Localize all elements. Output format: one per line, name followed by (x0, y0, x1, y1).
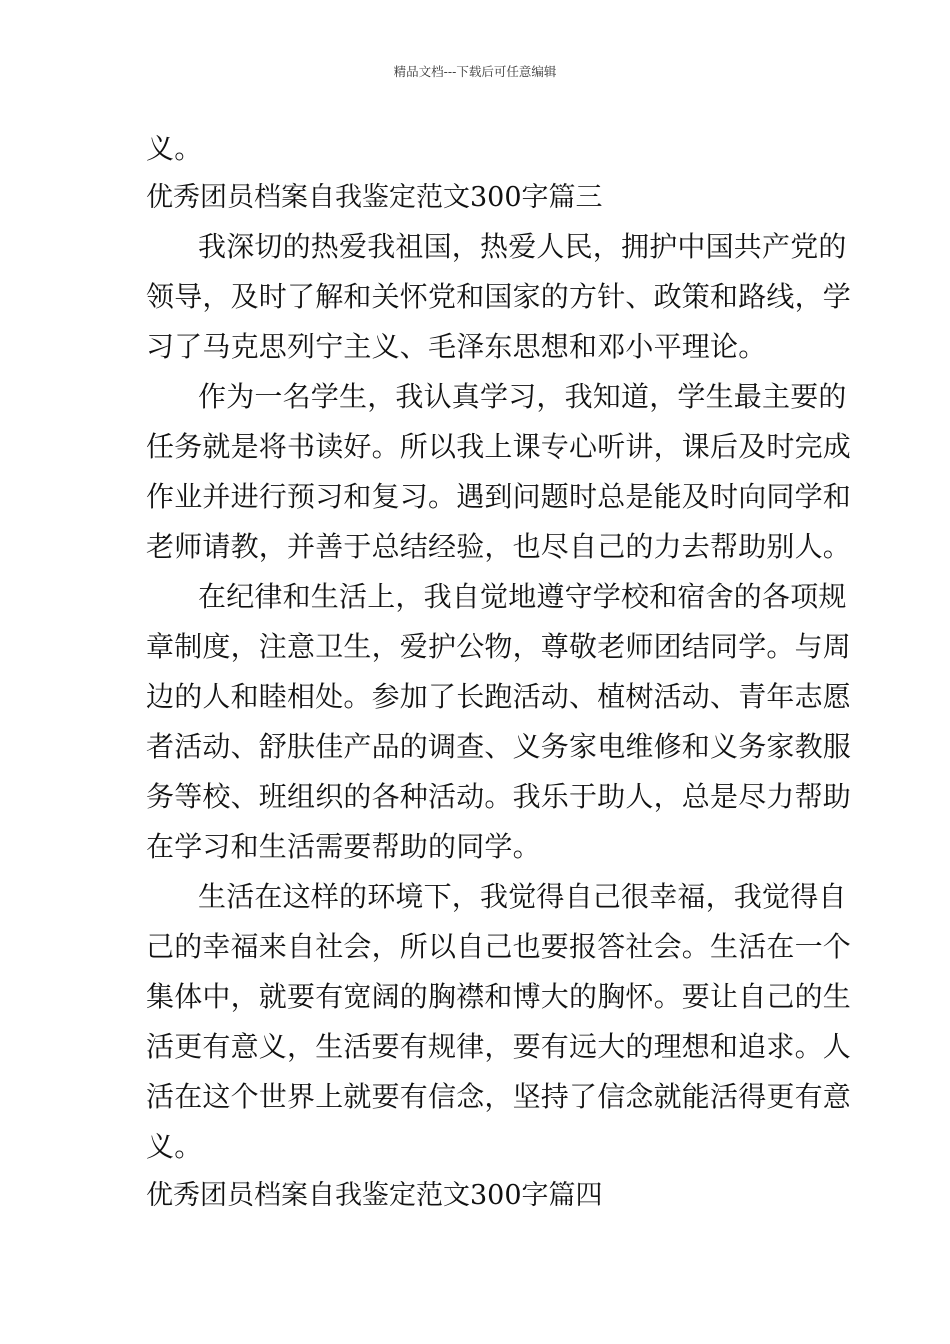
text-line: 义。 (146, 1130, 203, 1163)
text-line: 章制度，注意卫生，爱护公物，尊敬老师团结同学。与周 (146, 630, 852, 663)
text-line: 任务就是将书读好。所以我上课专心听讲，课后及时完成 (146, 430, 852, 463)
text-line: 边的人和睦相处。参加了长跑活动、植树活动、青年志愿 (146, 680, 852, 713)
paragraph-first-line: 我深切的热爱我祖国，热爱人民，拥护中国共产党的 (198, 230, 847, 263)
text-line: 己的幸福来自社会，所以自己也要报答社会。生活在一个 (146, 930, 852, 963)
text-line: 务等校、班组织的各种活动。我乐于助人，总是尽力帮助 (146, 780, 852, 813)
paragraph-first-line: 在纪律和生活上，我自觉地遵守学校和宿舍的各项规 (198, 580, 847, 613)
section-heading: 优秀团员档案自我鉴定范文300字篇三 (146, 182, 603, 213)
text-line: 作业并进行预习和复习。遇到问题时总是能及时向同学和 (146, 480, 852, 513)
text-line: 领导，及时了解和关怀党和国家的方针、政策和路线，学 (146, 280, 852, 313)
text-line: 者活动、舒肤佳产品的调查、义务家电维修和义务家教服 (146, 730, 852, 763)
text-line: 活在这个世界上就要有信念，坚持了信念就能活得更有意 (146, 1080, 852, 1113)
section-heading: 优秀团员档案自我鉴定范文300字篇四 (146, 1180, 603, 1211)
page-header: 精品文档---下载后可任意编辑 (393, 64, 557, 79)
text-line: 老师请教，并善于总结经验，也尽自己的力去帮助别人。 (146, 530, 852, 563)
document-body (146, 124, 852, 1220)
text-line: 义。 (146, 132, 203, 165)
text-line: 集体中，就要有宽阔的胸襟和博大的胸怀。要让自己的生 (146, 980, 852, 1013)
paragraph-first-line: 作为一名学生，我认真学习，我知道，学生最主要的 (198, 380, 847, 413)
text-line: 在学习和生活需要帮助的同学。 (146, 830, 541, 863)
paragraph-first-line: 生活在这样的环境下，我觉得自己很幸福，我觉得自 (198, 880, 847, 913)
text-line: 活更有意义，生活要有规律，要有远大的理想和追求。人 (146, 1030, 852, 1063)
text-line: 习了马克思列宁主义、毛泽东思想和邓小平理论。 (146, 330, 767, 363)
